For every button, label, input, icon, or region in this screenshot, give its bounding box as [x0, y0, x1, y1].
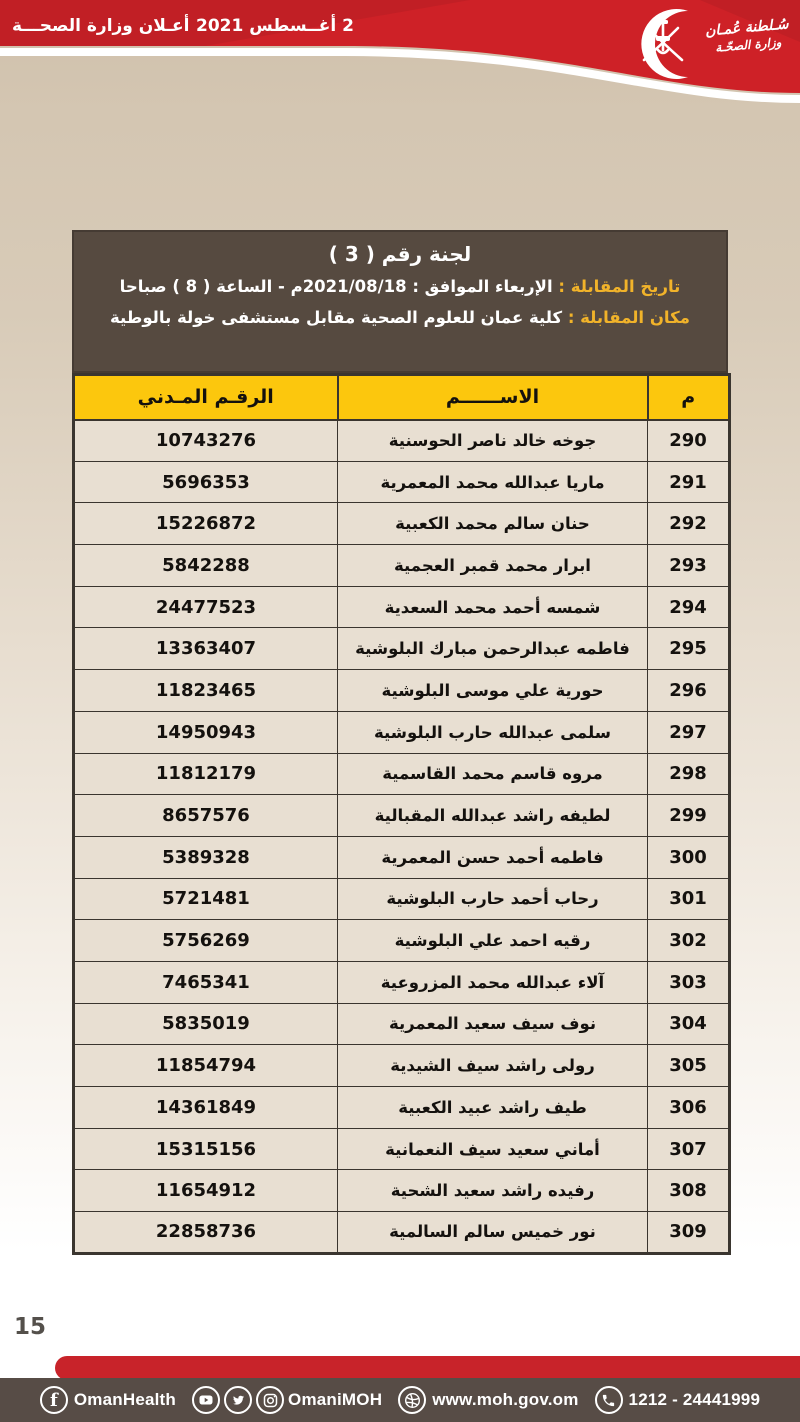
phone-group — [595, 1386, 761, 1414]
cell-name: رولى راشد سيف الشيدية — [338, 1045, 648, 1087]
table-row — [74, 1170, 730, 1212]
table-row — [74, 461, 730, 503]
cell-no: 296 — [648, 670, 730, 712]
cell-name: حنان سالم محمد الكعبية — [338, 503, 648, 545]
table-row — [74, 920, 730, 962]
cell-name: نوف سيف سعيد المعمرية — [338, 1003, 648, 1045]
cell-name: نور خميس سالم السالمية — [338, 1212, 648, 1254]
cell-no: 301 — [648, 878, 730, 920]
cell-name: فاطمه عبدالرحمن مبارك البلوشية — [338, 628, 648, 670]
facebook-group — [40, 1386, 176, 1414]
cell-no: 295 — [648, 628, 730, 670]
cell-name: طيف راشد عبيد الكعبية — [338, 1087, 648, 1129]
column-header-number: م — [648, 375, 730, 420]
table-row — [74, 961, 730, 1003]
table-row — [74, 1003, 730, 1045]
cell-no: 309 — [648, 1212, 730, 1254]
column-header-civil-id: الرقـم المـدني — [74, 375, 338, 420]
cell-id: 15315156 — [74, 1128, 338, 1170]
phone-icon[interactable] — [595, 1386, 623, 1414]
cell-id: 5842288 — [74, 545, 338, 587]
cell-id: 5389328 — [74, 836, 338, 878]
table-row — [74, 1128, 730, 1170]
cell-name: سلمى عبدالله حارب البلوشية — [338, 711, 648, 753]
website-url[interactable]: www.moh.gov.om — [432, 1390, 579, 1409]
cell-id: 13363407 — [74, 628, 338, 670]
logo-line2: وزارة الصحّـة — [714, 34, 782, 55]
cell-no: 307 — [648, 1128, 730, 1170]
interview-date-label: تاريخ المقابلة : — [558, 277, 681, 296]
cell-no: 304 — [648, 1003, 730, 1045]
facebook-handle[interactable]: OmanHealth — [73, 1390, 177, 1409]
cell-no: 303 — [648, 961, 730, 1003]
table-row — [74, 878, 730, 920]
facebook-icon[interactable]: f — [40, 1386, 68, 1414]
table-row — [74, 753, 730, 795]
cell-no: 298 — [648, 753, 730, 795]
cell-no: 305 — [648, 1045, 730, 1087]
interview-place-label: مكان المقابلة : — [567, 308, 690, 327]
cell-no: 291 — [648, 461, 730, 503]
logo-line1: سُـلطنة عُمـان — [704, 16, 790, 40]
cell-id: 7465341 — [74, 961, 338, 1003]
cell-id: 5696353 — [74, 461, 338, 503]
cell-name: فاطمه أحمد حسن المعمرية — [338, 836, 648, 878]
cell-name: مروه قاسم محمد القاسمية — [338, 753, 648, 795]
cell-name: شمسه أحمد محمد السعدية — [338, 586, 648, 628]
bottom-red-bar — [55, 1356, 800, 1380]
table-row — [74, 503, 730, 545]
ministry-banner — [0, 0, 800, 110]
cell-no: 294 — [648, 586, 730, 628]
cell-no: 292 — [648, 503, 730, 545]
interview-place-line — [88, 308, 712, 327]
cell-no: 308 — [648, 1170, 730, 1212]
globe-icon[interactable] — [398, 1386, 426, 1414]
cell-id: 11812179 — [74, 753, 338, 795]
cell-name: آلاء عبدالله محمد المزروعية — [338, 961, 648, 1003]
banner-title: أعـلان وزارة الصحـــة — [12, 16, 190, 36]
interview-date-value: الإربعاء الموافق : 2021/08/18م - الساعة ( 8 ) صباحا — [119, 277, 553, 296]
table-row — [74, 1087, 730, 1129]
banner-date: 2 أغــسطس 2021 — [196, 16, 354, 36]
cell-name: جوخه خالد ناصر الحوسنية — [338, 420, 648, 462]
table-row — [74, 711, 730, 753]
cell-id: 11823465 — [74, 670, 338, 712]
cell-name: ماريا عبدالله محمد المعمرية — [338, 461, 648, 503]
cell-no: 297 — [648, 711, 730, 753]
table-row — [74, 795, 730, 837]
cell-id: 14361849 — [74, 1087, 338, 1129]
cell-id: 24477523 — [74, 586, 338, 628]
cell-id: 11854794 — [74, 1045, 338, 1087]
cell-name: رفيده راشد سعيد الشحية — [338, 1170, 648, 1212]
table-row — [74, 670, 730, 712]
twitter-icon[interactable] — [224, 1386, 252, 1414]
table-body — [74, 420, 730, 1254]
table-row — [74, 420, 730, 462]
table-row — [74, 628, 730, 670]
website-group — [398, 1386, 578, 1414]
cell-no: 302 — [648, 920, 730, 962]
table-row — [74, 545, 730, 587]
youtube-icon[interactable] — [192, 1386, 220, 1414]
cell-name: رحاب أحمد حارب البلوشية — [338, 878, 648, 920]
cell-name: رقيه احمد علي البلوشية — [338, 920, 648, 962]
cell-name: أماني سعيد سيف النعمانية — [338, 1128, 648, 1170]
footer-bar — [0, 1378, 800, 1422]
table-row — [74, 836, 730, 878]
interview-place-value: كلية عمان للعلوم الصحية مقابل مستشفى خولة بالوطية — [110, 308, 563, 327]
cell-no: 300 — [648, 836, 730, 878]
column-header-name: الاســــــم — [338, 375, 648, 420]
committee-info-box — [72, 230, 728, 373]
cell-id: 22858736 — [74, 1212, 338, 1254]
cell-id: 14950943 — [74, 711, 338, 753]
page-number: 15 — [14, 1314, 47, 1340]
phone-number[interactable]: 1212 - 24441999 — [628, 1390, 761, 1409]
committee-title: لجنة رقم ( 3 ) — [328, 242, 472, 266]
cell-id: 5835019 — [74, 1003, 338, 1045]
cell-id: 10743276 — [74, 420, 338, 462]
cell-id: 15226872 — [74, 503, 338, 545]
cell-id: 11654912 — [74, 1170, 338, 1212]
cell-id: 5721481 — [74, 878, 338, 920]
candidates-table — [72, 373, 731, 1255]
cell-id: 5756269 — [74, 920, 338, 962]
cell-no: 290 — [648, 420, 730, 462]
table-row — [74, 586, 730, 628]
cell-no: 293 — [648, 545, 730, 587]
cell-name: ابرار محمد قمبر العجمية — [338, 545, 648, 587]
cell-no: 306 — [648, 1087, 730, 1129]
cell-no: 299 — [648, 795, 730, 837]
table-header-row — [74, 375, 730, 420]
table-row — [74, 1212, 730, 1254]
table-row — [74, 1045, 730, 1087]
cell-name: لطيفه راشد عبدالله المقبالية — [338, 795, 648, 837]
cell-id: 8657576 — [74, 795, 338, 837]
interview-date-line — [88, 277, 712, 296]
instagram-icon[interactable] — [256, 1386, 284, 1414]
cell-name: حورية علي موسى البلوشية — [338, 670, 648, 712]
social-handle[interactable]: OmaniMOH — [288, 1390, 383, 1409]
social-group — [192, 1386, 382, 1414]
